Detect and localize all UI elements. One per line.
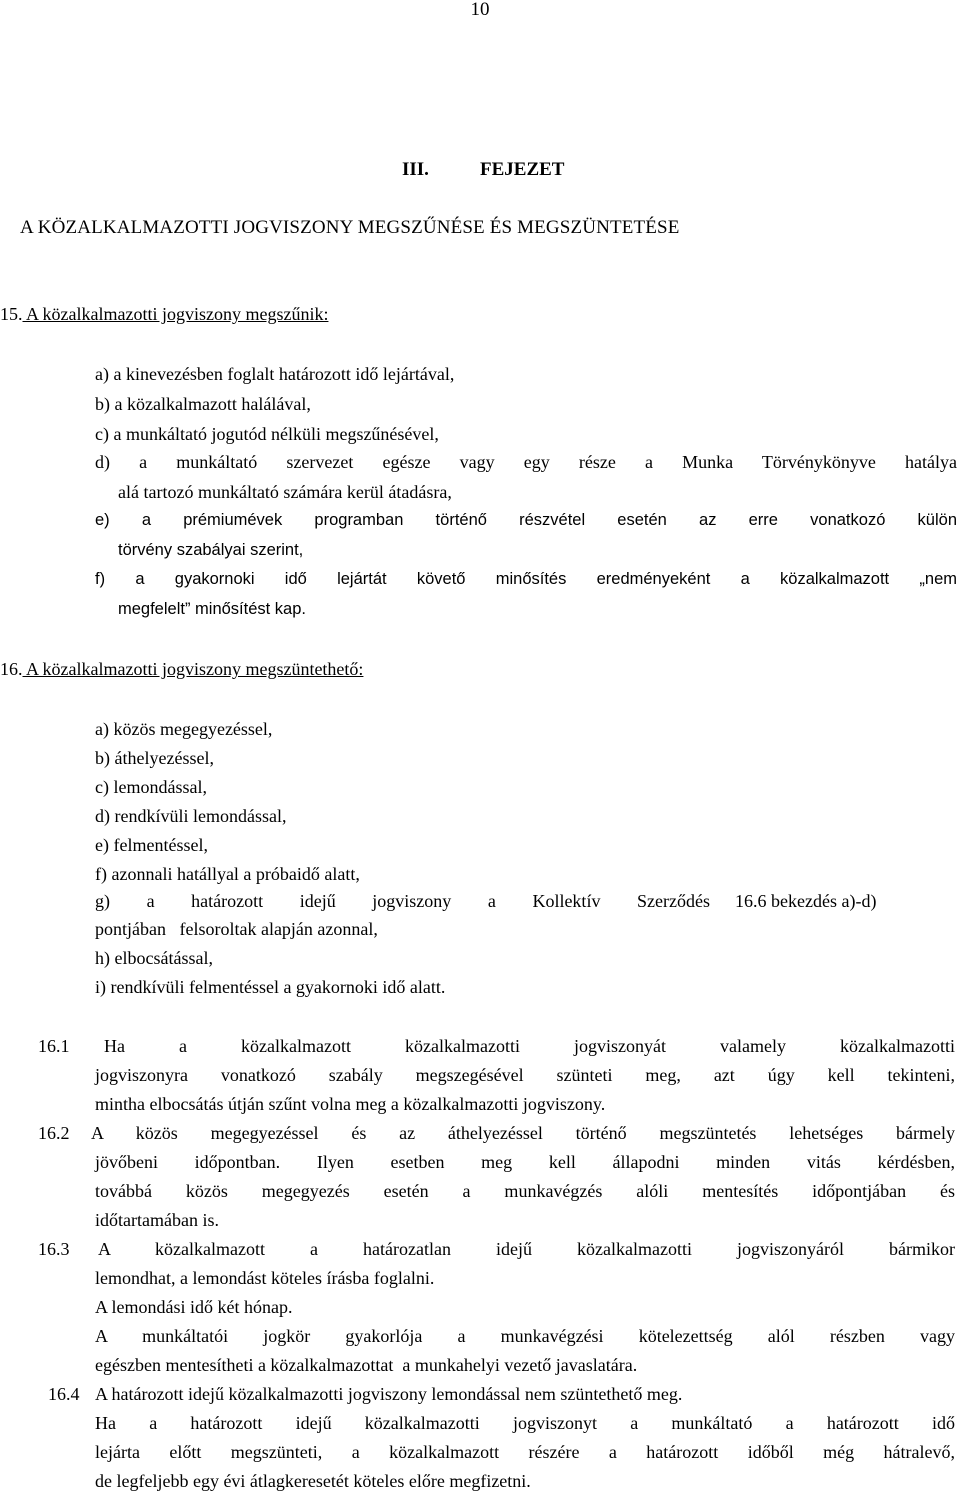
- section-16-title: A közalkalmazotti jogviszony megszüntethető:: [22, 659, 364, 679]
- list-item: h) elbocsátással,: [95, 948, 213, 968]
- list-item: i) rendkívüli felmentéssel a gyakornoki idő alatt.: [95, 977, 446, 997]
- paragraph-line: A lemondási idő két hónap.: [95, 1297, 293, 1317]
- list-item-continuation: törvény szabályai szerint,: [118, 541, 304, 559]
- list-item: c) a munkáltató jogutód nélküli megszűnésével,: [95, 424, 439, 444]
- list-item: b) a közalkalmazott halálával,: [95, 394, 311, 414]
- subsection-number: 16.4: [48, 1384, 80, 1404]
- subsection-number: 16.2: [38, 1123, 70, 1143]
- paragraph-line: időtartamában is.: [95, 1210, 219, 1230]
- paragraph-line: A határozott idejű közalkalmazotti jogviszony lemondással nem szüntethető meg.: [95, 1384, 683, 1404]
- section-15-title: A közalkalmazotti jogviszony megszűnik:: [22, 304, 329, 324]
- page-number: 10: [470, 0, 490, 20]
- chapter-number: III.: [402, 159, 429, 180]
- chapter-title: A KÖZALKALMAZOTTI JOGVISZONY MEGSZŰNÉSE ÉS MEGSZÜNTETÉSE: [20, 217, 680, 238]
- list-item-continuation: alá tartozó munkáltató számára kerül átadásra,: [118, 482, 452, 502]
- list-item-reference: 16.6 bekezdés a)-d): [735, 891, 877, 911]
- list-item: a) a kinevezésben foglalt határozott idő lejártával,: [95, 364, 455, 384]
- paragraph-line: lejárta előtt megszünteti, a közalkalmazott részére a határozott időből még hátralevő,: [95, 1442, 955, 1462]
- list-item: e) a prémiumévek programban történő részvétel esetén az erre vonatkozó külön: [95, 511, 957, 529]
- chapter-label: FEJEZET: [480, 159, 565, 180]
- paragraph-line: A közös megegyezéssel és az áthelyezéssel történő megszüntetés lehetséges bármely: [91, 1123, 955, 1143]
- list-item: f) azonnali hatállyal a próbaidő alatt,: [95, 864, 360, 884]
- section-15-heading: [0, 303, 328, 326]
- list-item: b) áthelyezéssel,: [95, 748, 214, 768]
- paragraph-line: A közalkalmazott a határozatlan idejű közalkalmazotti jogviszonyáról bármikor: [98, 1239, 955, 1259]
- section-16-heading: [0, 658, 363, 681]
- subsection-number: 16.1: [38, 1036, 70, 1056]
- list-item: g) a határozott idejű jogviszony a Kollektív Szerződés: [95, 891, 710, 911]
- paragraph-line: jövőbeni időpontban. Ilyen esetben meg kell állapodni minden vitás kérdésben,: [95, 1152, 955, 1172]
- paragraph-line: Ha a határozott idejű közalkalmazotti jogviszonyt a munkáltató a határozott idő: [95, 1413, 955, 1433]
- paragraph-line: lemondhat, a lemondást köteles írásba foglalni.: [95, 1268, 435, 1288]
- list-item: a) közös megegyezéssel,: [95, 719, 273, 739]
- paragraph-line: mintha elbocsátás útján szűnt volna meg a közalkalmazotti jogviszony.: [95, 1094, 606, 1114]
- section-15-number: 15.: [0, 304, 23, 324]
- list-item: e) felmentéssel,: [95, 835, 208, 855]
- list-item: c) lemondással,: [95, 777, 207, 797]
- paragraph-line: de legfeljebb egy évi átlagkeresetét köteles előre megfizetni.: [95, 1471, 531, 1491]
- section-16-number: 16.: [0, 659, 23, 679]
- list-item-continuation: pontjában felsoroltak alapján azonnal,: [95, 919, 378, 939]
- list-item: d) a munkáltató szervezet egésze vagy egy része a Munka Törvénykönyve hatálya: [95, 452, 957, 472]
- paragraph-line: Ha a közalkalmazott közalkalmazotti jogviszonyát valamely közalkalmazotti: [104, 1036, 955, 1056]
- list-item: f) a gyakornoki idő lejártát követő minősítés eredményeként a közalkalmazott „nem: [95, 570, 957, 588]
- paragraph-line: A munkáltatói jogkör gyakorlója a munkavégzési kötelezettség alól részben vagy: [95, 1326, 955, 1346]
- paragraph-line: továbbá közös megegyezés esetén a munkavégzés alóli mentesítés időpontjában és: [95, 1181, 955, 1201]
- list-item-continuation: megfelelt” minősítést kap.: [118, 600, 306, 618]
- list-item: d) rendkívüli lemondással,: [95, 806, 287, 826]
- paragraph-line: jogviszonyra vonatkozó szabály megszegésével szünteti meg, azt úgy kell tekinteni,: [95, 1065, 955, 1085]
- paragraph-line: egészben mentesítheti a közalkalmazottat a munkahelyi vezető javaslatára.: [95, 1355, 638, 1375]
- subsection-number: 16.3: [38, 1239, 70, 1259]
